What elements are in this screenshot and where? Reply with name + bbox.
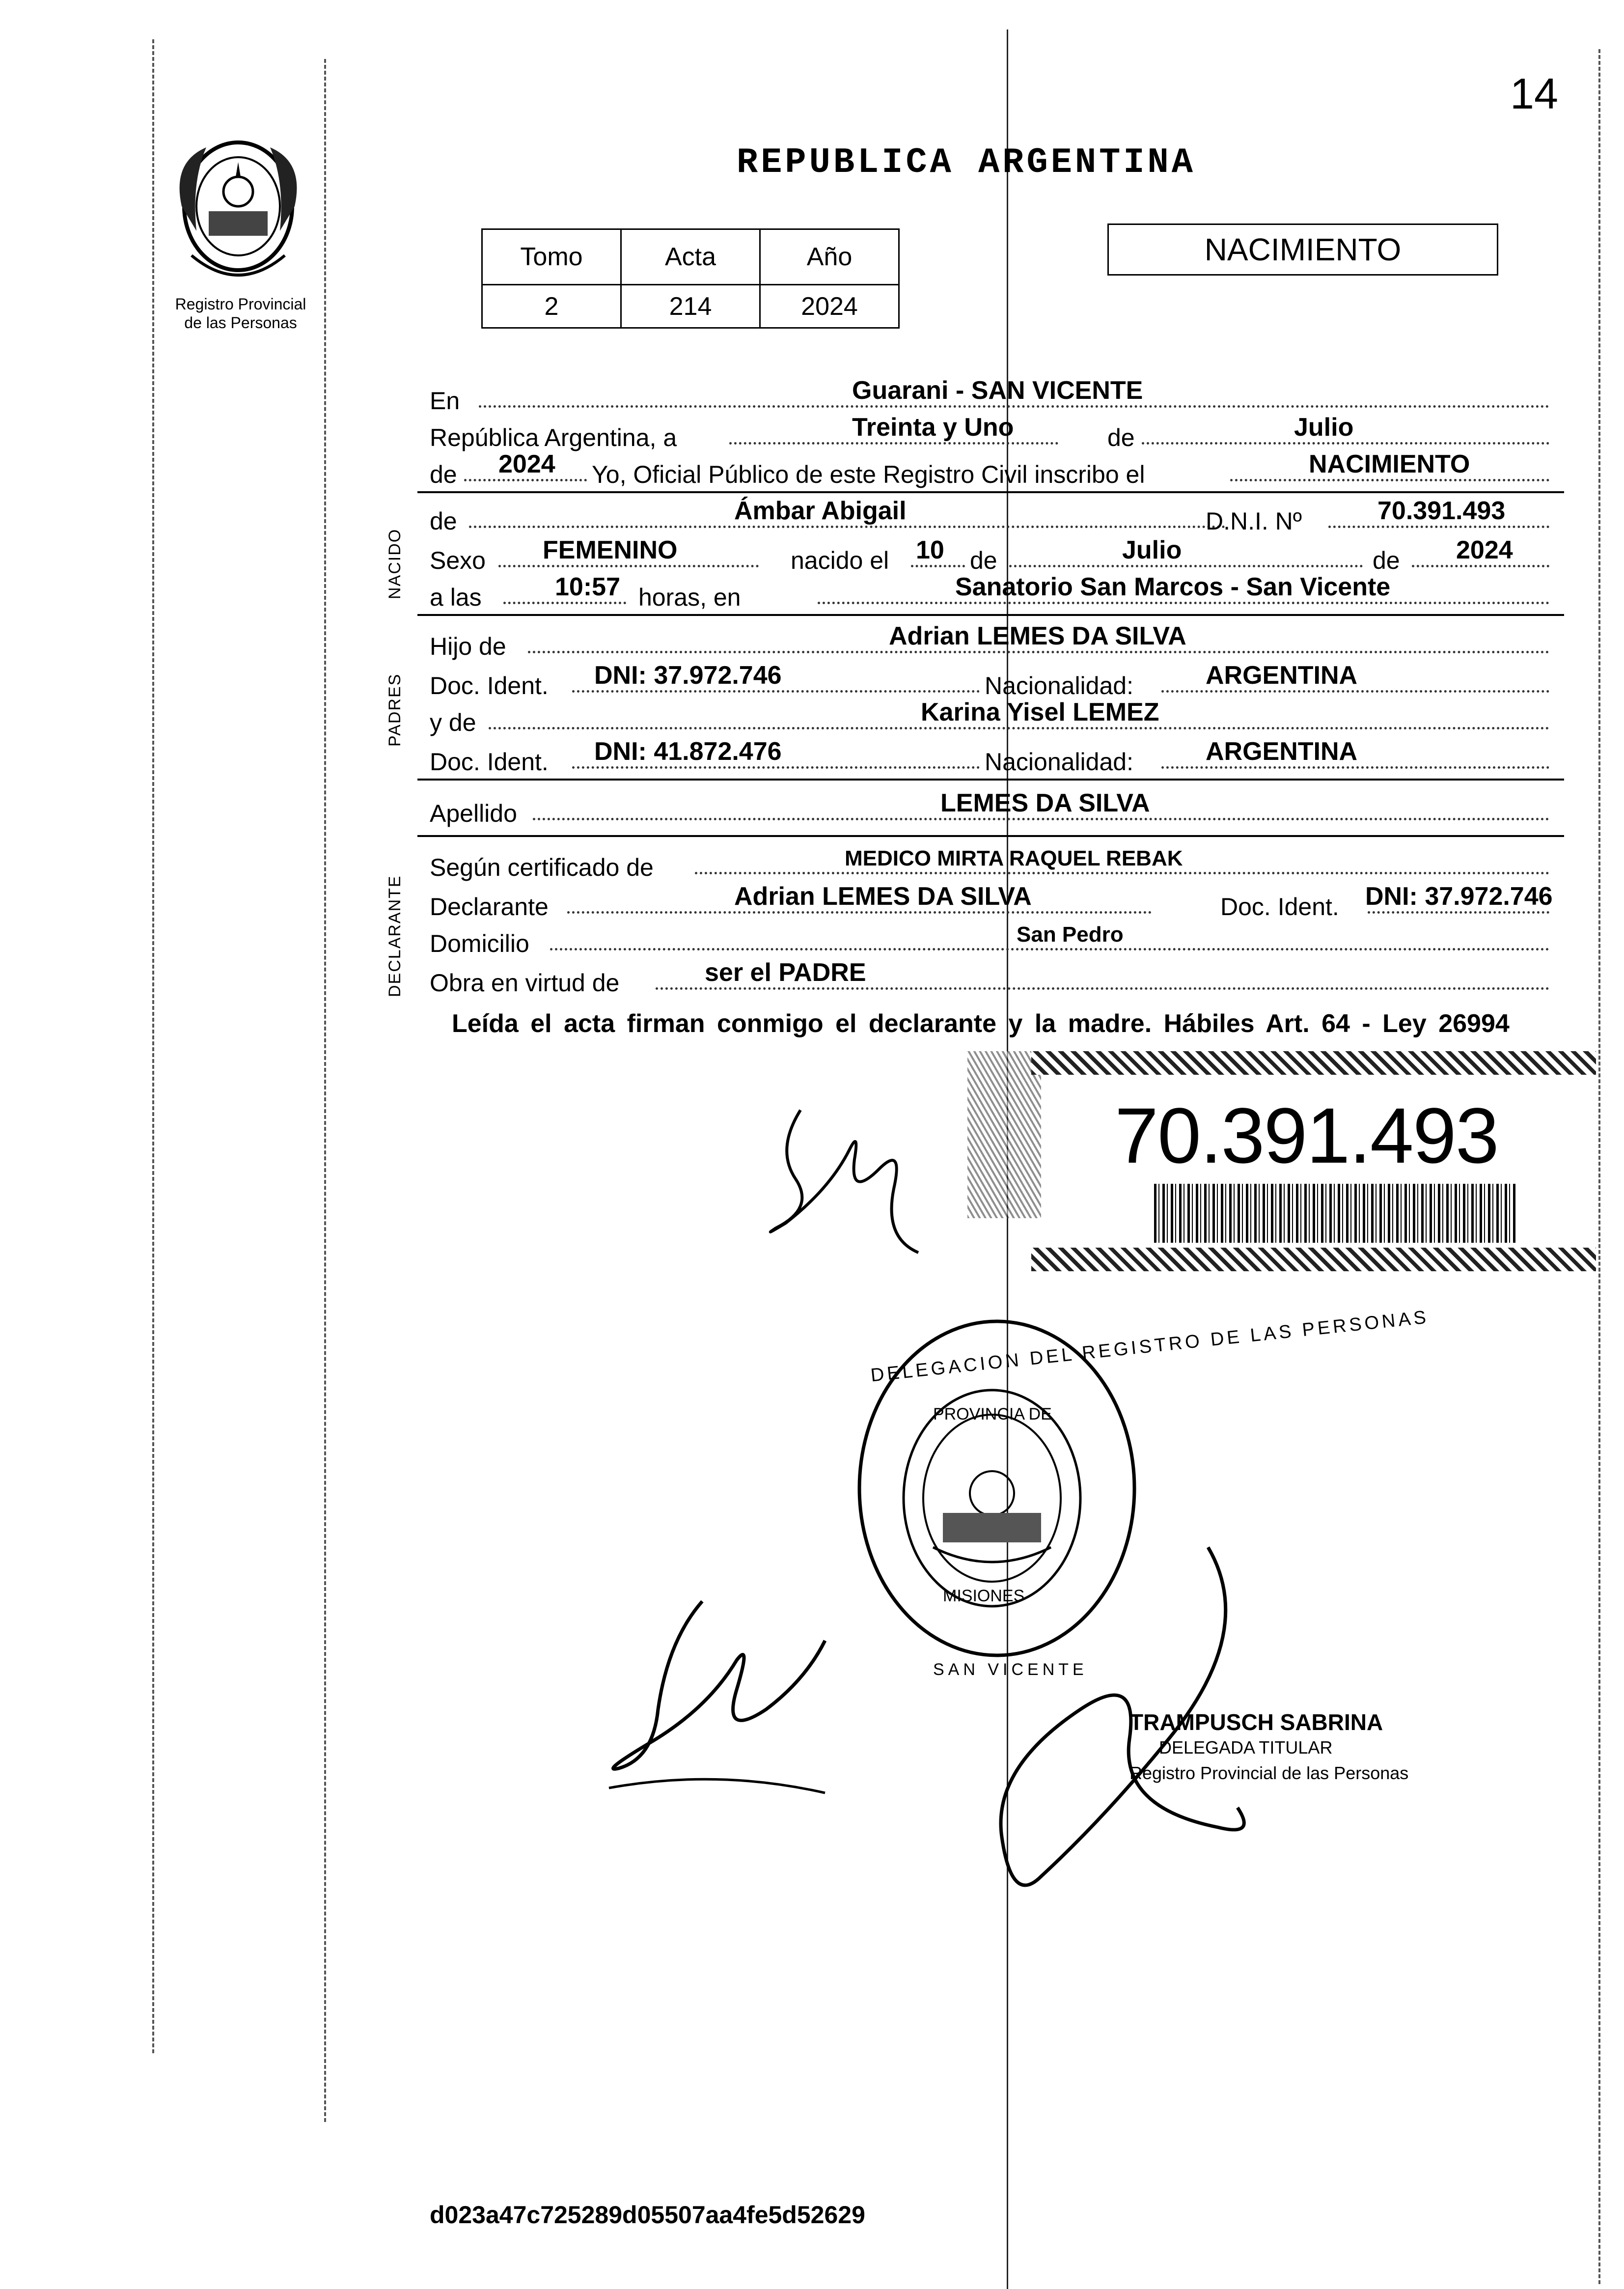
header-acta: Acta xyxy=(621,229,760,285)
value-sex: FEMENINO xyxy=(543,536,678,564)
row-father-doc xyxy=(430,661,1564,700)
registry-name xyxy=(162,295,319,332)
label-hijo-de: Hijo de xyxy=(430,633,506,660)
value-day-words: Treinta y Uno xyxy=(852,413,1014,442)
security-pattern xyxy=(967,1051,1041,1218)
value-father-name: Adrian LEMES DA SILVA xyxy=(889,622,1186,650)
section-rule xyxy=(417,779,1564,781)
label-doc-ident-declarant: Doc. Ident. xyxy=(1220,893,1339,921)
dotted-line xyxy=(489,727,1549,729)
value-father-nationality: ARGENTINA xyxy=(1206,661,1358,690)
officer-initials-signature-icon xyxy=(589,1582,845,1803)
row-sex-birthdate xyxy=(430,535,1564,575)
value-event: NACIMIENTO xyxy=(1309,450,1470,478)
security-strip-bottom xyxy=(1031,1248,1596,1271)
security-strip-top xyxy=(1031,1051,1596,1075)
value-year: 2024 xyxy=(498,450,555,478)
value-surname: LEMES DA SILVA xyxy=(940,789,1150,817)
dotted-line xyxy=(528,651,1549,653)
closing-statement: Leída el acta firman conmigo el declarante y la madre. Hábiles Art. 64 - Ley 26994 xyxy=(452,1009,1510,1038)
dotted-line xyxy=(1328,526,1549,528)
dotted-line xyxy=(479,405,1549,408)
section-rule xyxy=(417,491,1564,493)
value-child-name: Ámbar Abigail xyxy=(734,497,907,525)
dotted-line xyxy=(469,526,1225,528)
document-title: REPUBLICA ARGENTINA xyxy=(737,142,1196,183)
section-rule xyxy=(417,835,1564,837)
dotted-line xyxy=(572,690,980,693)
row-child-name xyxy=(430,496,1564,535)
dotted-line xyxy=(550,948,1549,950)
value-address: San Pedro xyxy=(1017,922,1124,947)
seal-bottom-text: SAN VICENTE xyxy=(933,1660,1088,1679)
label-nacido-el: nacido el xyxy=(791,547,889,574)
dotted-line xyxy=(1161,766,1549,769)
row-place xyxy=(430,376,1564,415)
margin-dashed-line-left xyxy=(152,39,154,2053)
row-father-name xyxy=(430,621,1564,661)
dotted-line xyxy=(1009,565,1363,567)
registry-name-line2: de las Personas xyxy=(184,314,297,332)
value-mother-name: Karina Yisel LEMEZ xyxy=(921,698,1159,726)
value-father-doc: DNI: 37.972.746 xyxy=(594,661,782,690)
label-a-las: a las xyxy=(430,584,482,611)
side-label-nacido: NACIDO xyxy=(385,528,404,599)
row-certifier xyxy=(430,842,1564,882)
dotted-line xyxy=(498,565,759,567)
document-hash: d023a47c725289d05507aa4fe5d52629 xyxy=(430,2201,865,2229)
margin-dashed-line-inner xyxy=(324,59,326,2122)
value-ano: 2024 xyxy=(760,285,899,328)
side-label-declarante: DECLARANTE xyxy=(385,875,404,997)
section-rule xyxy=(417,614,1564,616)
label-dni: D.N.I. Nº xyxy=(1206,507,1302,535)
side-label-padres: PADRES xyxy=(385,673,404,747)
dotted-line xyxy=(729,442,1058,445)
officer-name: TRAMPUSCH SABRINA xyxy=(1129,1709,1383,1735)
row-mother-doc xyxy=(430,737,1564,776)
dotted-line xyxy=(1142,442,1549,445)
value-child-dni: 70.391.493 xyxy=(1377,497,1506,525)
seal-inner-text-bottom: MISIONES xyxy=(943,1587,1025,1605)
officer-signature-block xyxy=(1129,1709,1408,1786)
table-row xyxy=(482,229,899,285)
value-birth-place: Sanatorio San Marcos - San Vicente xyxy=(955,573,1391,601)
header-tomo: Tomo xyxy=(482,229,621,285)
label-domicilio: Domicilio xyxy=(430,930,529,957)
value-month: Julio xyxy=(1294,413,1354,442)
value-acta: 214 xyxy=(621,285,760,328)
value-birth-year: 2024 xyxy=(1456,536,1513,564)
dotted-line xyxy=(503,602,626,604)
value-capacity: ser el PADRE xyxy=(705,958,866,987)
dotted-line xyxy=(567,911,1152,914)
row-date xyxy=(430,413,1564,452)
margin-dashed-line-right xyxy=(1598,49,1600,2284)
label-de-child: de xyxy=(430,507,457,535)
dotted-line xyxy=(464,479,587,481)
dotted-line xyxy=(1368,911,1549,914)
label-de-month: de xyxy=(970,547,997,574)
dotted-line xyxy=(695,872,1549,874)
value-mother-nationality: ARGENTINA xyxy=(1206,737,1358,766)
value-declarant-doc: DNI: 37.972.746 xyxy=(1365,882,1553,911)
row-time-place xyxy=(430,572,1564,612)
declarant-signature-icon xyxy=(756,1090,963,1267)
official-text: Yo, Oficial Público de este Registro Civil inscribo el xyxy=(592,461,1145,488)
label-sexo: Sexo xyxy=(430,547,486,574)
row-declarant xyxy=(430,882,1564,921)
dotted-line xyxy=(1412,565,1549,567)
label-nacionalidad: Nacionalidad: xyxy=(985,672,1133,699)
barcode xyxy=(1154,1184,1517,1243)
dotted-line xyxy=(572,766,980,769)
dotted-line xyxy=(818,602,1549,604)
provincial-emblem-icon xyxy=(162,133,314,295)
value-place: Guarani - SAN VICENTE xyxy=(852,376,1143,405)
label-declarante: Declarante xyxy=(430,893,549,921)
value-birth-month: Julio xyxy=(1122,536,1182,564)
row-address xyxy=(430,919,1564,958)
value-birth-day: 10 xyxy=(916,536,944,564)
value-birth-time: 10:57 xyxy=(555,573,620,601)
seal-outer-text: DELEGACION DEL REGISTRO DE LAS PERSONAS xyxy=(869,1307,1430,1386)
label-de-year: de xyxy=(430,461,457,488)
officer-org: Registro Provincial de las Personas xyxy=(1129,1763,1409,1783)
label-doc-ident-mother: Doc. Ident. xyxy=(430,748,549,776)
label-obra: Obra en virtud de xyxy=(430,969,620,997)
record-number-table xyxy=(481,228,900,329)
label-de-birthyear: de xyxy=(1373,547,1400,574)
officer-role: DELEGADA TITULAR xyxy=(1159,1737,1333,1758)
label-doc-ident: Doc. Ident. xyxy=(430,672,549,699)
label-de: de xyxy=(1107,424,1135,451)
label-en: En xyxy=(430,387,460,415)
seal-inner-text-top: PROVINCIA DE xyxy=(933,1405,1052,1424)
label-certificado: Según certificado de xyxy=(430,854,654,881)
dotted-line xyxy=(1230,479,1549,481)
value-mother-doc: DNI: 41.872.476 xyxy=(594,737,782,766)
header-ano: Año xyxy=(760,229,899,285)
dotted-line xyxy=(1161,690,1549,693)
row-surname xyxy=(430,788,1564,828)
row-year-event xyxy=(430,449,1564,489)
page-number: 14 xyxy=(1510,69,1558,118)
registry-name-line1: Registro Provincial xyxy=(175,295,306,313)
table-row xyxy=(482,285,899,328)
dotted-line xyxy=(911,565,965,567)
row-capacity xyxy=(430,958,1564,997)
label-apellido: Apellido xyxy=(430,800,517,827)
label-y-de: y de xyxy=(430,709,476,736)
value-declarant: Adrian LEMES DA SILVA xyxy=(734,882,1032,911)
record-type-box: NACIMIENTO xyxy=(1107,223,1498,276)
label-horas-en: horas, en xyxy=(638,584,741,611)
value-certifier: MEDICO MIRTA RAQUEL REBAK xyxy=(845,846,1183,870)
dotted-line xyxy=(533,818,1549,820)
row-mother-name xyxy=(430,698,1564,737)
dni-sticker-number: 70.391.493 xyxy=(1115,1091,1498,1179)
value-tomo: 2 xyxy=(482,285,621,328)
dni-sticker xyxy=(1031,1051,1596,1282)
label-republica: República Argentina, a xyxy=(430,424,677,451)
dotted-line xyxy=(656,987,1549,990)
label-nacionalidad-mother: Nacionalidad: xyxy=(985,748,1133,776)
